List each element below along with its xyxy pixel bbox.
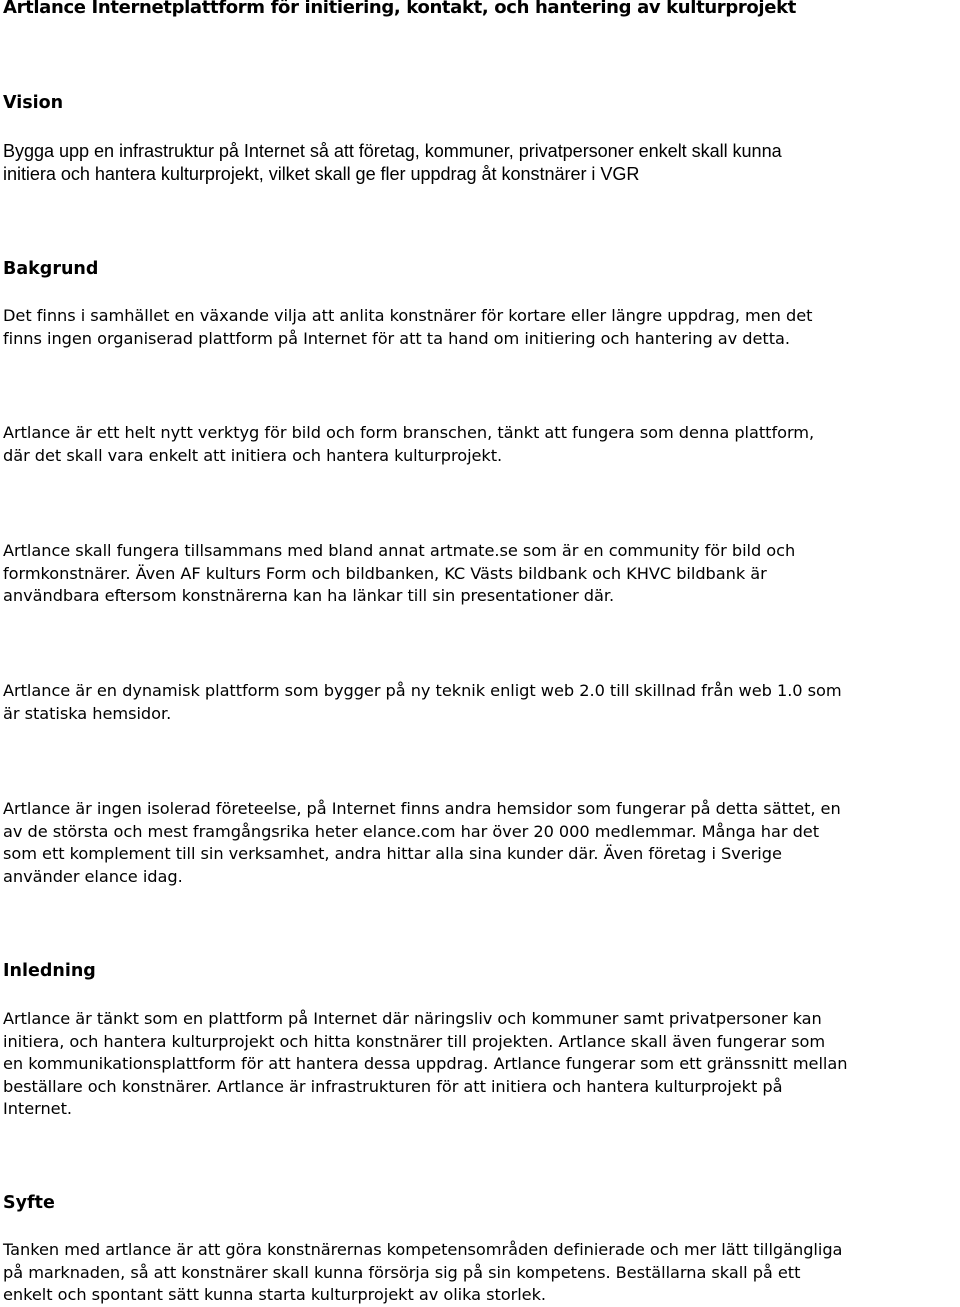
bakgrund-paragraph-3 [3, 540, 795, 608]
text-line: av de största och mest framgångsrika heter elance.com har över 20 000 medlemmar. Många har det [3, 821, 820, 841]
bakgrund-paragraph-1 [3, 305, 812, 350]
text-line: Artlance skall fungera tillsammans med bland annat artmate.se som är en community för bild och [3, 541, 796, 560]
text-line: Artlance är ett helt nytt verktyg för bild och form branschen, tänkt att fungera som denna plattform, [3, 423, 815, 442]
bakgrund-paragraph-5 [3, 798, 841, 888]
text-line: där det skall vara enkelt att initiera och hantera kulturprojekt. [3, 445, 503, 465]
text-line: en kommunikationsplattform för att hantera dessa uppdrag. Artlance fungerar som ett gränssnitt mellan [3, 1054, 848, 1073]
text-line: Det finns i samhället en växande vilja att anlita konstnärer för kortare eller längre uppdrag, men det [3, 306, 813, 325]
text-line: Bygga upp en infrastruktur på Internet så att företag, kommuner, privatpersoner enkelt skall kunna [3, 141, 782, 161]
document-title: Artlance Internetplattform för initiering, kontakt, och hantering av kulturprojekt [3, 0, 796, 18]
section-heading-syfte: Syfte [3, 1193, 55, 1213]
text-line: som ett komplement till sin verksamhet, andra hittar alla sina kunder där. Även företag i Sverige [3, 844, 782, 863]
section-heading-bakgrund: Bakgrund [3, 259, 99, 279]
text-line: på marknaden, så att konstnärer skall kunna försörja sig på sin kompetens. Beställarna skall på ett [3, 1262, 801, 1282]
text-line: Artlance är tänkt som en plattform på Internet där näringsliv och kommuner samt privatpersoner kan [3, 1009, 822, 1028]
syfte-paragraph [3, 1239, 842, 1307]
text-line: använder elance idag. [3, 866, 183, 886]
text-line: användbara eftersom konstnärerna kan ha länkar till sin presentationer där. [3, 586, 615, 605]
text-line: beställare och konstnärer. Artlance är infrastrukturen för att initiera och hantera kulturprojekt på [3, 1076, 783, 1096]
text-line: initiera, och hantera kulturprojekt och hitta konstnärer till projekten. Artlance skall även fungerar som [3, 1031, 826, 1051]
bakgrund-paragraph-2 [3, 422, 814, 467]
text-line: Artlance är ingen isolerad företeelse, på Internet finns andra hemsidor som fungerar på detta sättet, en [3, 799, 841, 818]
text-line: är statiska hemsidor. [3, 703, 172, 723]
inledning-paragraph [3, 1008, 847, 1121]
text-line: initiera och hantera kulturprojekt, vilket skall ge fler uppdrag åt konstnärer i VGR [3, 163, 640, 184]
text-line: Tanken med artlance är att göra konstnärernas kompetensområden definierade och mer lätt tillgängliga [3, 1240, 843, 1259]
text-line: finns ingen organiserad plattform på Internet för att ta hand om initiering och hantering av detta. [3, 328, 790, 348]
section-heading-inledning: Inledning [3, 961, 96, 981]
text-line: Internet. [3, 1099, 72, 1118]
text-line: formkonstnärer. Även AF kulturs Form och bildbanken, KC Västs bildbank och KHVC bildbank är [3, 563, 767, 583]
text-line: Artlance är en dynamisk plattform som bygger på ny teknik enligt web 2.0 till skillnad från web 1.0 som [3, 681, 842, 700]
bakgrund-paragraph-4 [3, 680, 842, 725]
text-line: enkelt och spontant sätt kunna starta kulturprojekt av olika storlek. [3, 1285, 547, 1304]
section-heading-vision: Vision [3, 93, 64, 113]
vision-paragraph [3, 140, 782, 185]
